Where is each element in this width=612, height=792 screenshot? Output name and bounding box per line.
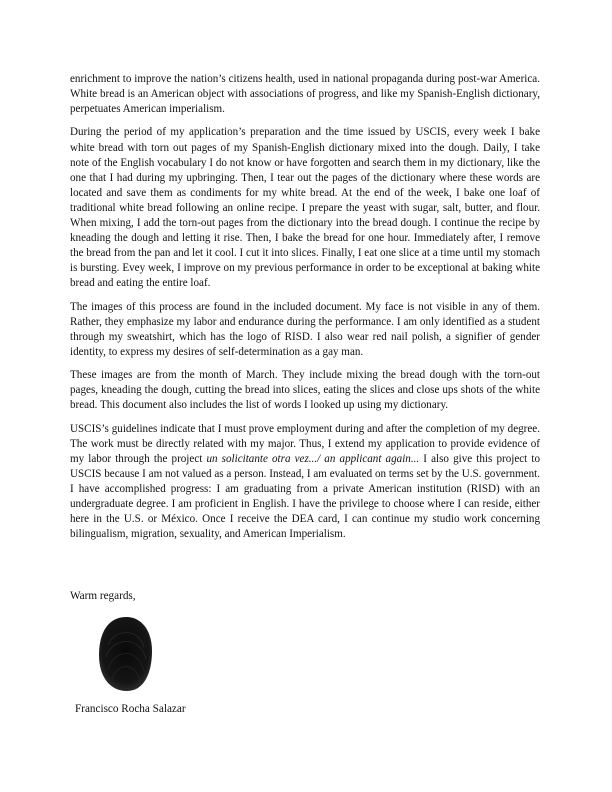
thumbprint-mark bbox=[96, 615, 154, 693]
paragraph bbox=[70, 368, 540, 413]
letter-body bbox=[70, 72, 540, 551]
paragraph-text: These images are from the month of March. They include mixing the bread dough with the torn-out pages, kneading the dough, cutting the bread into slices, eating the slices and close ups shots of the white bread. This document also includes the list of words I looked up using my dictionary. bbox=[70, 369, 540, 412]
paragraph bbox=[70, 300, 540, 360]
project-title-italic: un solicitante otra vez.../ an applicant again... bbox=[206, 452, 420, 465]
paragraph bbox=[70, 422, 540, 543]
paragraph-text: During the period of my application’s preparation and the time issued by USCIS, every week I bake white bread with torn out pages of my Spanish-English dictionary mixed into the dough. Daily, I take note of the English vocabulary I do not know or have forgotten and search them in my dictionary, like the one that I had during my upbringing. Then, I tear out the pages of the dictionary where these words are located and save them as condiments for my white bread. At the end of the week, I bake one loaf of traditional white bread following an online recipe. I prepare the yeast with sugar, salt, butter, and flour. When mixing, I add the torn-out pages from the dictionary into the bread dough. I continue the recipe by kneading the dough and letting it rise. Then, I bake the bread for one hour. Immediately after, I remove the bread from the pan and let it cool. I cut it into slices. Finally, I eat one slice at a time until my stomach is bursting. Evey week, I improve on my previous performance in order to be exceptional at baking white bread and eating the entire loaf. bbox=[70, 126, 540, 290]
paragraph-text: The images of this process are found in the included document. My face is not visible in any of them. Rather, they emphasize my labor and endurance during the performance. I am only identified as a student through my sweatshirt, which has the logo of RISD. I also wear red nail polish, a signifier of gender identity, to express my desires of self-determination as a gay man. bbox=[70, 300, 540, 358]
paragraph bbox=[70, 72, 540, 117]
paragraph bbox=[70, 125, 540, 291]
paragraph-text: USCIS’s guidelines indicate that I must prove employment during and after the completion of my degree. The work must be directly related with my major. Thus, I extend my application to provide evidence of my labor through the project bbox=[70, 422, 540, 465]
closing-line: Warm regards, bbox=[70, 590, 136, 602]
paragraph-text: enrichment to improve the nation’s citizens health, used in national propaganda during post-war America. White bread is an American object with associations of progress, and like my Spanish-English dictionary, perpetuates American imperialism. bbox=[70, 73, 540, 116]
signer-name: Francisco Rocha Salazar bbox=[75, 703, 186, 715]
paragraph-text: I also give this project to USCIS because I am not valued as a person. Instead, I am evaluated on terms set by the U.S. government. I have accomplished progress: I am graduating from a private American institution (RISD) with an undergraduate degree. I am proficient in English. I have the privilege to choose where I can reside, either here in the U.S. or México. Once I receive the DEA card, I can continue my studio work concerning bilingualism, migration, sexuality, and American Imperialism. bbox=[70, 452, 541, 541]
